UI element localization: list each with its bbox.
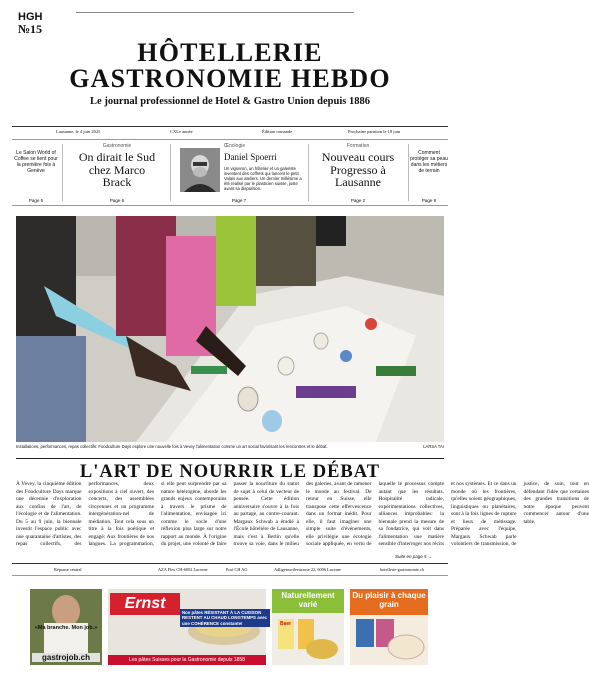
teaser-title: On dirait le Sud chez Marco Brack: [78, 150, 156, 189]
teaser-page: Page 6: [109, 198, 125, 203]
teaser-daniel-spoerri[interactable]: [172, 140, 306, 205]
cover-photo: [16, 216, 444, 442]
footer-website[interactable]: hotellerie-gastronomie.ch: [380, 567, 425, 572]
ad-gastrojob-text: «Ma branche. Mon job.»: [34, 625, 98, 631]
edition-label: Édition romande: [262, 129, 293, 134]
masthead-subtitle: Le journal professionnel de Hotel & Gastro Union depuis 1886: [90, 96, 370, 107]
teaser-category: Œnologie: [224, 143, 246, 149]
ad-gastrojob[interactable]: [30, 589, 102, 665]
divider: [308, 144, 309, 201]
teaser-title: Nouveau cours Progresso à Lausanne: [321, 150, 395, 189]
ad-du-plaisir-product-image: [352, 617, 426, 663]
teaser-progresso[interactable]: [310, 140, 406, 205]
info-bar: [12, 126, 448, 139]
divider: [62, 144, 63, 201]
teaser-category: Gastronomie: [102, 143, 132, 149]
masthead-line1: HÔTELLERIE: [137, 38, 323, 67]
footer-bar: [12, 563, 448, 576]
ad-du-plaisir-title: Du plaisir à chaque grain: [350, 589, 428, 615]
teaser-world-of-coffee[interactable]: [12, 140, 60, 205]
masthead: [40, 40, 420, 92]
logo: [18, 11, 42, 35]
next-issue: Prochaine parution le 18 juin: [348, 129, 401, 134]
teaser-page: Page 9: [421, 198, 437, 203]
footer-post: Post CH AG: [226, 567, 248, 572]
ad-gastrojob-url: gastrojob.ch: [32, 653, 100, 662]
issue-year: CXLe année: [170, 129, 193, 134]
teaser-text: Le Salon World of Coffee se tient pour la première fois à Genève: [14, 150, 58, 174]
caption-text: Installations, performances, repas collectifs: Foodculture Days explore une nouvelle fois à Vevey l'alimentation comme un art social favorisant les rencontres et le débat.: [16, 444, 328, 449]
ad-ernst-brand: Ernst: [110, 593, 180, 615]
teaser-text: Un vigneron, un hôtelier et un galeriste inventent des coffrets qui lancent le petit Valais aux ateliers. Un dernier millésime a été réalisé par le plasticien suisse, juste avant sa disparition.: [224, 165, 302, 191]
teaser-skin-protection[interactable]: [410, 140, 448, 205]
photo-caption: [16, 444, 444, 449]
ad-du-plaisir[interactable]: [350, 589, 428, 665]
footer-address: Adligenswilerstrasse 22, 6006 Lucerne: [274, 567, 342, 572]
footer-postal: AZA Flex CH-6002 Lucerne: [158, 567, 208, 572]
photo-credit: LARSA TAI: [423, 444, 444, 449]
top-rule: [76, 12, 354, 13]
teaser-page: Page 5: [28, 198, 44, 203]
portrait-image: [180, 148, 220, 192]
teaser-page: Page 2: [350, 198, 366, 203]
divider: [170, 144, 171, 201]
teaser-marco-brack[interactable]: [66, 140, 168, 205]
teaser-page: Page 7: [231, 198, 247, 203]
issue-number: №15: [18, 22, 43, 36]
continued-link[interactable]: Suite en page 5 →: [395, 554, 433, 559]
issue-date: Lausanne, le 4 juin 2025: [56, 129, 101, 134]
teaser-category: Formation: [346, 143, 370, 149]
ad-naturellement-title: Naturellement varié: [272, 589, 344, 613]
article-body: À Vevey, la cinquième édition des Foodculture Days marque une décennie d'exploration aux confins de l'art, de l'écologie et de l'alimentation. Du 5 au 9 juin, la biennale investit l'espace public avec une quarantaine d'artistes, des repas collectifs, des performances, deux expositions à ciel ouvert, des concerts, des assemblées citoyennes et un programme intergénération-nel de médiation. Tout cela sous un titre à la fois poétique et engagé: Aux frontières de nos langues. La programmation, si elle peut surprendre par sa nature hétérogène, aborde les grands enjeux contemporains à travers le prisme de l'alimentation, envisagée ici comme le socle d'une réflexion plus large sur notre rapport au monde. À l'origine du projet, une volonté de faire passer la nourriture du statut de sujet à celui de vecteur de pensée. Cette édition anniversaire s'ouvre à la fois au partage, au contre-courant. Margaux Schwab a étudié à l'École hôtelière de Lausanne, mais c'est à Berlin qu'elle trouve sa voie, dans le milieu des galeries, avant de ramener le monde au festival. De retour en Suisse, elle transpose cette effervescence dans un format inédit. Pour elle, il faut imaginer une simple suite d'événements, elle privilégie une écologie sociale appliquée, en vertu de laquelle le processus compte autant que les résultats. Hospitalité radicale, expérimentations collectives, alliances improbables: la biennale prend la mesure de sa fondatrice, qui voit dans l'alimentation une matière sensible d'interroger nos récits et nos systèmes. Et ce dans un monde où les frontières, qu'elles soient géographiques, linguistiques ou planétaires, sont à la fois lignes de rupture et lieux de métissage. Préparée avec l'équipe, Margaux Schwab parle volontiers de transmission, de justice, de soin, tout en défendant l'idée que certaines des grandes transitions de notre époque peuvent commencer autour d'une table.: [16, 481, 589, 547]
ad-ernst-bottom: Les pâtes Suisses pour la Gastronomie depuis 1858: [108, 655, 266, 665]
footer-reply: Réponse central: [54, 567, 82, 572]
ad-ernst[interactable]: [108, 589, 266, 665]
ad-ernst-tagline: Nos pâtes RÉSISTANT À LA CUISSON RESTENT AU CHAUD LONGTEMPS avec une COHÉRENCE constante!: [180, 609, 270, 627]
teaser-text: Comment protéger sa peau dans les métiers de terrain: [410, 150, 448, 174]
article-headline: L'ART DE NOURRIR LE DÉBAT: [16, 458, 444, 483]
teaser-title: Daniel Spoerri: [224, 152, 277, 162]
divider: [408, 144, 409, 201]
masthead-line2: GASTRONOMIE HEBDO: [69, 64, 391, 93]
logo-short: HGH: [18, 11, 43, 23]
teaser-strip: [12, 139, 448, 206]
ad-naturellement-brand: Baer: [280, 621, 292, 627]
ad-naturellement[interactable]: [272, 589, 344, 665]
